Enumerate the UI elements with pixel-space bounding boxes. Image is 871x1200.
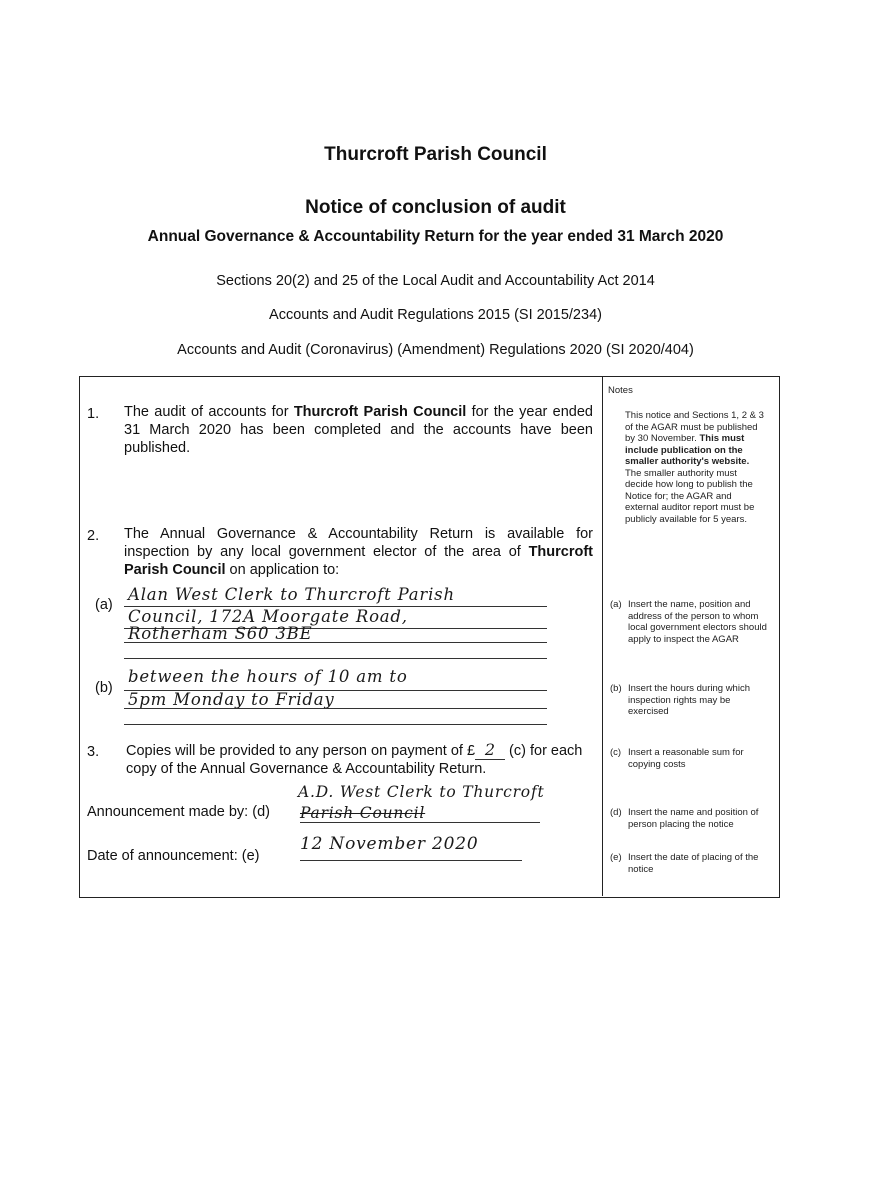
item-2-number: 2. xyxy=(87,528,100,544)
note-d: Insert the name and position of person placing the notice xyxy=(628,807,759,830)
note-d-label: (d) xyxy=(610,807,622,818)
fill-line xyxy=(300,860,522,861)
item-2-text-a: The Annual Governance & Accountability Return is available for inspection by any local government elector of the area of xyxy=(124,526,593,560)
note-intro xyxy=(625,410,765,525)
item-1-text-a: The audit of accounts for xyxy=(124,404,294,420)
item-3-text-b: (c) for each copy of the Annual Governance & Accountability Return. xyxy=(126,743,583,777)
item-2-text-b: on application to: xyxy=(225,562,340,578)
note-a: Insert the name, position and address of the person to whom local government electors should apply to inspect the AGAR xyxy=(628,599,767,645)
item-3-text-a: Copies will be provided to any person on payment of £ xyxy=(126,743,476,759)
note-c-label: (c) xyxy=(610,747,622,758)
note-intro-text-a: This notice and Sections 1, 2 & 3 of the AGAR must be published by 30 November. xyxy=(625,410,764,444)
handwritten-hours-line-1: between the hours of 10 am to xyxy=(128,667,408,686)
announcement-made-by-label: Announcement made by: (d) xyxy=(87,804,270,820)
notice-title: Notice of conclusion of audit xyxy=(305,197,566,218)
item-2-council: Thurcroft Parish Council xyxy=(124,544,593,578)
fill-line xyxy=(124,724,547,725)
council-name: Thurcroft Parish Council xyxy=(324,144,547,165)
handwritten-contact-line-3: Rotherham S60 3BE xyxy=(128,624,313,643)
handwritten-copy-fee: 2 xyxy=(475,741,505,760)
item-1-text xyxy=(124,403,593,457)
legal-reference-3: Accounts and Audit (Coronavirus) (Amendment) Regulations 2020 (SI 2020/404) xyxy=(177,342,694,358)
handwritten-announcer-line-2: Parish Council xyxy=(300,804,426,822)
handwritten-announcement-date: 12 November 2020 xyxy=(300,834,479,854)
note-b-label: (b) xyxy=(610,683,622,694)
item-3-text xyxy=(126,741,596,778)
note-e-label: (e) xyxy=(610,852,622,863)
announcement-date-label: Date of announcement: (e) xyxy=(87,848,260,864)
item-1-council: Thurcroft Parish Council xyxy=(293,404,467,420)
legal-reference-1: Sections 20(2) and 25 of the Local Audit and Accountability Act 2014 xyxy=(216,273,655,289)
note-a-label: (a) xyxy=(610,599,622,610)
note-intro-text-b: The smaller authority must decide how long to publish the Notice for; the AGAR and external auditor report must be publicly available for 5 years. xyxy=(625,467,755,525)
note-b: Insert the hours during which inspection rights may be exercised xyxy=(628,683,750,717)
handwritten-announcer-line-1: A.D. West Clerk to Thurcroft xyxy=(298,783,545,801)
fill-line xyxy=(300,822,540,823)
legal-reference-2: Accounts and Audit Regulations 2015 (SI 2015/234) xyxy=(269,307,602,323)
handwritten-contact-line-1: Alan West Clerk to Thurcroft Parish xyxy=(128,585,455,604)
item-2b-label: (b) xyxy=(95,680,113,696)
fill-line xyxy=(124,708,547,709)
note-e: Insert the date of placing of the notice xyxy=(628,852,759,875)
notes-divider xyxy=(602,376,603,896)
handwritten-hours-line-2: 5pm Monday to Friday xyxy=(128,690,335,709)
item-1-number: 1. xyxy=(87,406,100,422)
item-3-number: 3. xyxy=(87,744,100,760)
fill-line xyxy=(124,658,547,659)
handwritten-contact-line-2: Council, 172A Moorgate Road, xyxy=(128,607,408,626)
item-1-text-b: for the year ended 31 March 2020 has been completed and the accounts have been published. xyxy=(124,404,593,456)
item-2a-label: (a) xyxy=(95,597,113,613)
note-intro-bold: This must include publication on the smaller authority's website. xyxy=(625,433,750,467)
notes-heading: Notes xyxy=(608,385,633,396)
item-2-text xyxy=(124,525,593,579)
notice-subtitle: Annual Governance & Accountability Return for the year ended 31 March 2020 xyxy=(147,228,724,245)
note-c: Insert a reasonable sum for copying costs xyxy=(628,747,744,770)
fill-line xyxy=(124,642,547,643)
